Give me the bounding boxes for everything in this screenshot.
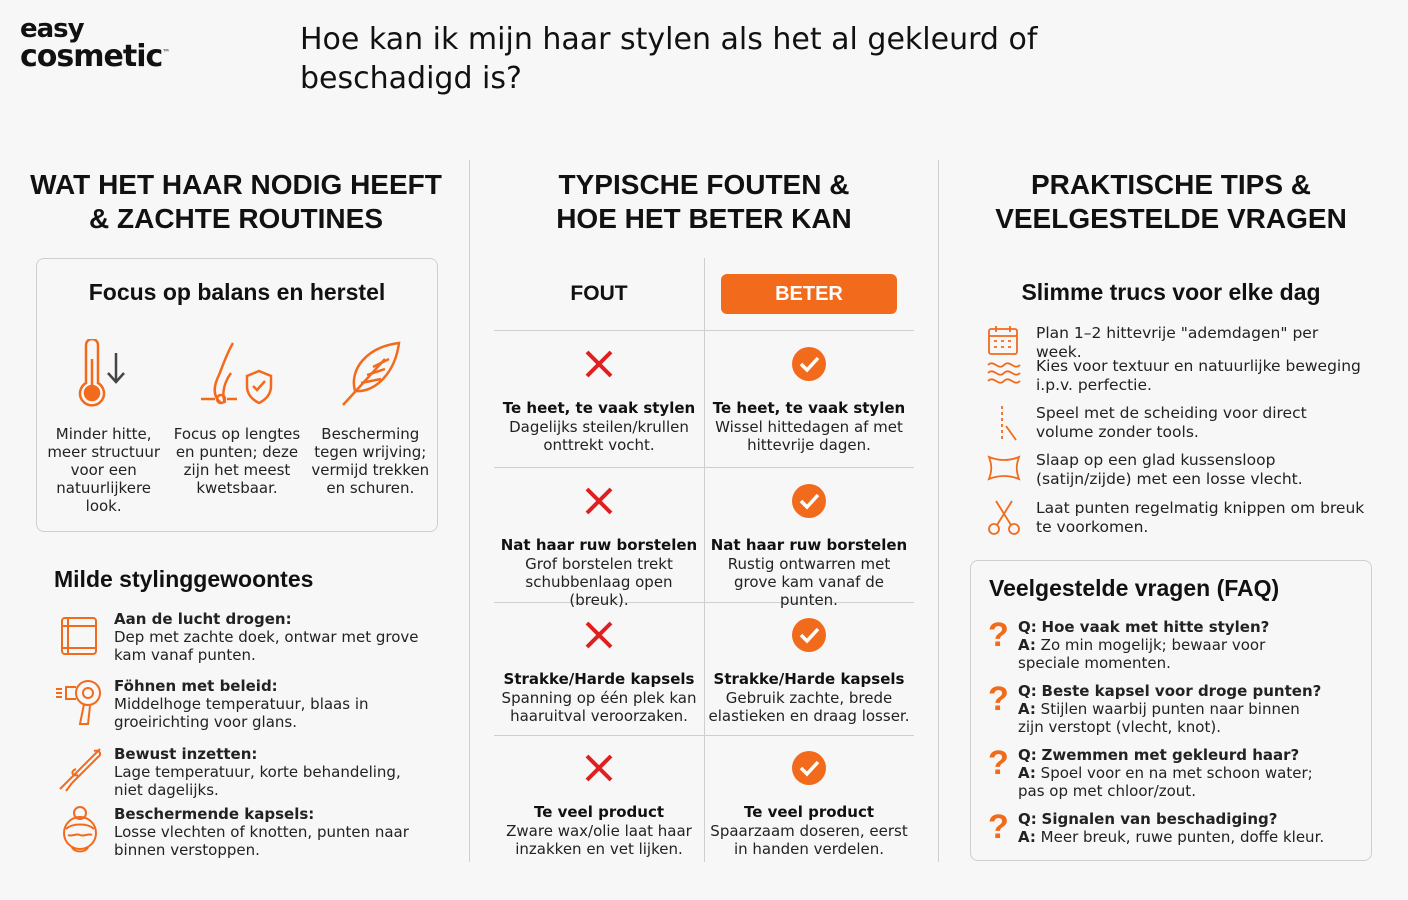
tip-text: Speel met de scheiding voor direct volume zonder tools. [1036, 404, 1307, 441]
question-mark-icon: ? [988, 744, 1009, 782]
waves-icon [986, 357, 1036, 395]
beter-header: BETER [721, 274, 897, 314]
tip-text: Laat punten regelmatig knippen om breuk te voorkomen. [1036, 499, 1365, 536]
column-title-line: & ZACHTE ROUTINES [89, 203, 383, 234]
habit-item [54, 610, 434, 664]
focus-card [36, 258, 438, 532]
question-mark-icon: ? [988, 616, 1009, 654]
column-title-mistakes [490, 168, 918, 236]
faq-q-label: Q: [1018, 810, 1037, 828]
row-divider [494, 330, 914, 331]
row-divider [494, 735, 914, 736]
hairdryer-icon [54, 677, 114, 731]
tip-text: Slaap op een glad kussensloop (satijn/zijde) met een losse vlecht. [1036, 451, 1303, 488]
faq-a-label: A: [1018, 636, 1036, 654]
focus-item [40, 337, 168, 515]
habit-title: Föhnen met beleid: [114, 677, 278, 695]
beter-cell [706, 615, 912, 725]
faq-item [988, 682, 1328, 736]
focus-item-text: Focus op lengtes en punten; deze zijn het meest kwetsbaar. [173, 425, 301, 497]
cross-icon [496, 481, 702, 521]
column-title-tips [960, 168, 1382, 236]
habit-item [54, 677, 434, 731]
cross-icon [496, 344, 702, 384]
fout-text: Dagelijks steilen/krullen onttrekt vocht. [509, 418, 689, 454]
beter-text: Spaarzaam doseren, eerst in handen verdelen. [710, 822, 908, 858]
fout-cell [496, 344, 702, 454]
parting-icon [986, 404, 1036, 444]
check-circle-icon [706, 344, 912, 384]
thermometer-down-icon [40, 337, 168, 413]
beter-text: Wissel hittedagen af met hittevrije dagen. [715, 418, 903, 454]
fout-cell [496, 748, 702, 858]
fout-header: FOUT [570, 282, 628, 305]
row-divider [494, 467, 914, 468]
scissors-icon [986, 499, 1036, 537]
logo-word: cosmetic [20, 39, 163, 74]
column-title-line: HOE HET BETER KAN [556, 203, 852, 234]
fout-text: Spanning op één plek kan haaruitval veroorzaken. [501, 689, 697, 725]
faq-question: Signalen van beschadiging? [1041, 810, 1278, 828]
cross-icon [496, 615, 702, 655]
faq-a-label: A: [1018, 828, 1036, 846]
habits-title: Milde stylinggewoontes [54, 566, 314, 592]
faq-item [988, 810, 1328, 846]
tips-title: Slimme trucs voor elke dag [1021, 279, 1321, 305]
fout-text: Zware wax/olie laat haar inzakken en vet lijken. [506, 822, 692, 858]
fout-title: Nat haar ruw borstelen [500, 536, 698, 554]
beter-cell [706, 344, 912, 454]
habit-text: Middelhoge temperatuur, blaas in groeirichting voor glans. [114, 695, 369, 731]
column-title-needs [20, 168, 452, 236]
fout-text: Grof borstelen trekt schubbenlaag open (breuk). [525, 555, 673, 609]
faq-question: Beste kapsel voor droge punten? [1041, 682, 1322, 700]
pillow-icon [986, 451, 1036, 489]
beter-title: Te veel product [743, 803, 875, 821]
check-circle-icon [706, 748, 912, 788]
column-title-line: PRAKTISCHE TIPS & [1030, 169, 1312, 200]
question-mark-icon: ? [988, 808, 1009, 846]
hair-shield-icon [173, 337, 301, 413]
habit-title: Aan de lucht drogen: [114, 610, 292, 628]
faq-q-label: Q: [1018, 682, 1037, 700]
logo-trademark: ™ [162, 48, 170, 57]
faq-question: Hoe vaak met hitte stylen? [1041, 618, 1270, 636]
focus-item [306, 337, 434, 515]
feather-icon [306, 337, 434, 413]
habit-item [54, 745, 434, 799]
column-divider [938, 160, 939, 862]
fout-title: Strakke/Harde kapsels [503, 670, 695, 688]
beter-title: Nat haar ruw borstelen [710, 536, 908, 554]
faq-q-label: Q: [1018, 746, 1037, 764]
brand-logo [20, 14, 170, 74]
faq-answer: Zo min mogelijk; bewaar voor speciale momenten. [1018, 636, 1266, 672]
page-title: Hoe kan ik mijn haar stylen als het al gekleurd of beschadigd is? [300, 22, 1038, 96]
curling-iron-icon [54, 745, 114, 799]
faq-item [988, 746, 1328, 800]
faq-answer: Meer breuk, ruwe punten, doffe kleur. [1040, 828, 1325, 846]
tip-text: Kies voor textuur en natuurlijke beweging i.p.v. perfectie. [1036, 357, 1361, 394]
logo-line1: easy [20, 14, 84, 44]
column-title-line: VEELGESTELDE VRAGEN [995, 203, 1347, 234]
focus-items [37, 337, 437, 515]
braided-head-icon [54, 805, 114, 859]
faq-item [988, 618, 1328, 672]
tip-item [986, 451, 1366, 489]
habit-title: Beschermende kapsels: [114, 805, 315, 823]
beter-text: Gebruik zachte, brede elastieken en draag losser. [708, 689, 910, 725]
faq-q-label: Q: [1018, 618, 1037, 636]
fout-cell [496, 481, 702, 609]
column-title-line: TYPISCHE FOUTEN & [558, 169, 850, 200]
habit-text: Lage temperatuur, korte behandeling, niet dagelijks. [114, 763, 401, 799]
tip-text: Plan 1–2 hittevrije "ademdagen" per week. [1036, 324, 1319, 361]
faq-question: Zwemmen met gekleurd haar? [1041, 746, 1300, 764]
column-title-line: WAT HET HAAR NODIG HEEFT [30, 169, 442, 200]
compare-divider [704, 258, 705, 862]
faq-a-label: A: [1018, 764, 1036, 782]
column-divider [469, 160, 470, 862]
logo-line2 [20, 39, 170, 74]
fout-cell [496, 615, 702, 725]
faq-title: Veelgestelde vragen (FAQ) [989, 575, 1280, 601]
check-circle-icon [706, 615, 912, 655]
focus-item-text: Minder hitte, meer structuur voor een natuurlijkere look. [47, 425, 160, 515]
beter-cell [706, 481, 912, 609]
tip-item [986, 357, 1366, 395]
beter-text: Rustig ontwarren met grove kam vanaf de punten. [727, 555, 891, 609]
fout-title: Te heet, te vaak stylen [502, 399, 696, 417]
faq-answer: Spoel voor en na met schoon water; pas op met chloor/zout. [1018, 764, 1313, 800]
faq-a-label: A: [1018, 700, 1036, 718]
habit-item [54, 805, 434, 859]
question-mark-icon: ? [988, 680, 1009, 718]
beter-title: Te heet, te vaak stylen [712, 399, 906, 417]
focus-title: Focus op balans en herstel [88, 279, 386, 305]
beter-title: Strakke/Harde kapsels [713, 670, 905, 688]
habit-title: Bewust inzetten: [114, 745, 258, 763]
focus-item-text: Bescherming tegen wrijving; vermijd trekken en schuren. [311, 425, 430, 497]
faq-answer: Stijlen waarbij punten naar binnen zijn verstopt (vlecht, knot). [1018, 700, 1300, 736]
habit-text: Dep met zachte doek, ontwar met grove kam vanaf punten. [114, 628, 419, 664]
focus-item [173, 337, 301, 515]
check-circle-icon [706, 481, 912, 521]
habit-text: Losse vlechten of knotten, punten naar binnen verstoppen. [114, 823, 409, 859]
fout-title: Te veel product [533, 803, 665, 821]
beter-cell [706, 748, 912, 858]
tip-item [986, 404, 1366, 444]
cross-icon [496, 748, 702, 788]
tip-item [986, 499, 1366, 537]
towel-icon [54, 610, 114, 664]
